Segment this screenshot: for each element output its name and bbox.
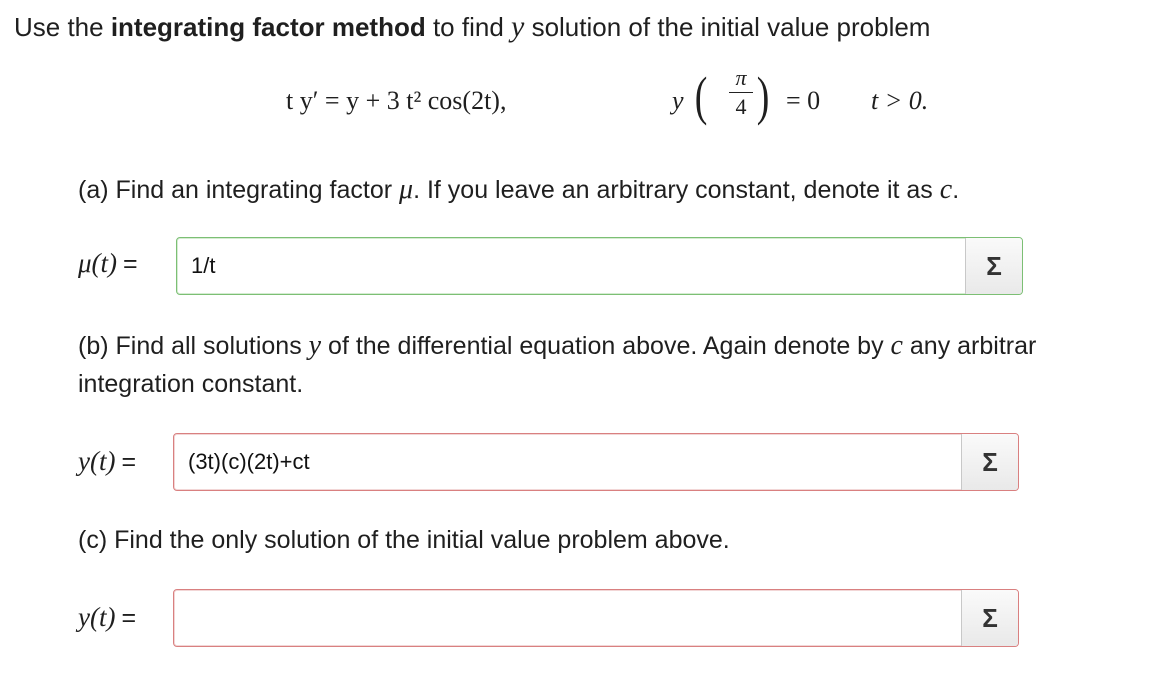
particular-solution-input[interactable] [174,590,961,646]
sigma-icon[interactable]: Σ [965,238,1022,294]
ic-left-paren: ( [694,66,708,126]
ic-fraction [729,66,753,119]
mu-label [78,248,138,279]
part-a-text: (a) Find an integrating factor [78,176,399,204]
y-symbol: y [308,330,322,361]
mu-answer-input[interactable]: 1/t [191,253,216,278]
particular-solution-field [173,589,1019,647]
part-a-text-2: . If you leave an arbitrary constant, denote it as [413,176,940,204]
general-solution-input[interactable]: (3t)(c)(2t)+ct [188,449,310,474]
ic-function: y [672,86,684,115]
ic-right-paren: ) [756,66,770,126]
mu-answer-field [176,237,1023,295]
y-label-b [78,446,136,477]
domain-condition: t > 0. [871,86,929,115]
c-symbol: c [939,174,953,205]
equals-sign: = [123,250,138,278]
mu-label-text: μ(t) [78,248,118,278]
intro-bold: integrating factor method [110,12,426,42]
y-label-c-text: y(t) [78,602,116,632]
c-symbol: c [890,330,903,361]
part-c-question: (c) Find the only solution of the initial value problem above. [78,526,730,554]
ode-equation: t y′ = y + 3 t² cos(2t), [286,86,507,115]
ic-numerator: π [735,65,747,90]
intro-var: y [511,10,525,43]
part-b-text-3: any arbitrar [902,332,1037,360]
part-b-text: (b) Find all solutions [78,332,309,360]
mu-symbol: μ [399,174,414,205]
sigma-icon[interactable]: Σ [961,434,1018,490]
y-label-b-text: y(t) [78,446,116,476]
general-solution-field [173,433,1019,491]
part-b-text-2: of the differential equation above. Again denote by [321,332,891,360]
ic-denominator: 4 [735,94,747,119]
ic-value: = 0 [786,86,821,115]
part-a-end: . [952,176,960,204]
equals-sign: = [121,604,137,632]
y-label-c [78,602,136,633]
part-b-question-line2: integration constant. [78,370,304,398]
equals-sign: = [121,448,137,476]
intro-text-2: to find [425,12,512,42]
part-a-question [78,174,959,206]
intro-text-3: solution of the initial value problem [524,12,931,42]
sigma-icon[interactable]: Σ [961,590,1018,646]
part-b-question [78,330,1036,362]
intro-text: Use the [14,12,111,42]
problem-statement [14,10,930,44]
